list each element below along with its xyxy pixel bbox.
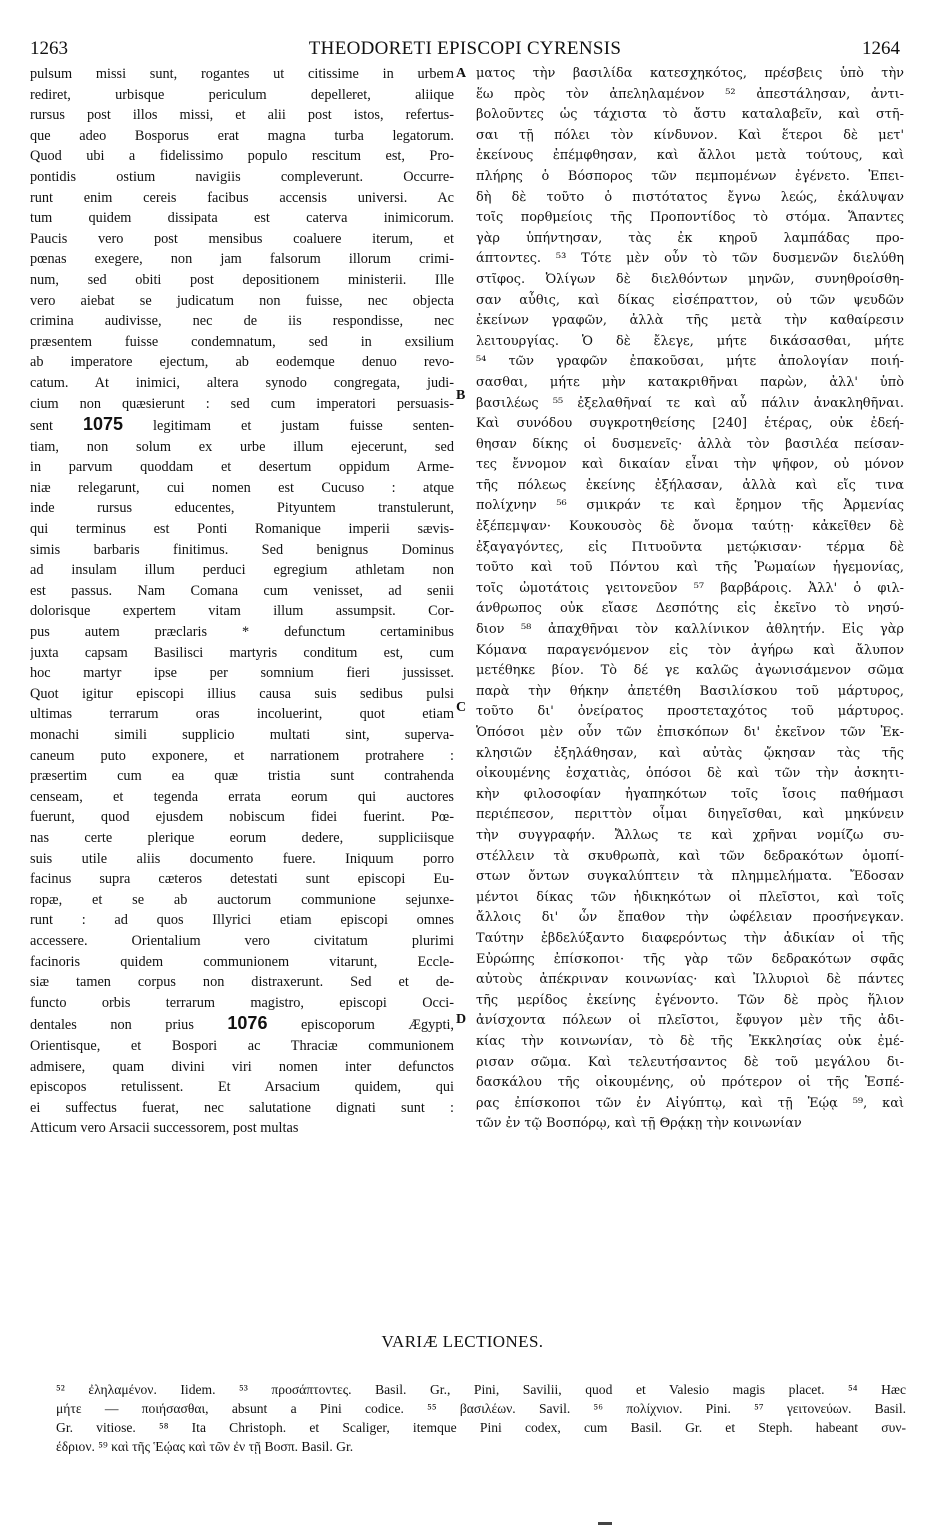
- text-line: σασθαι, μήτε μὴν κατακριθῆναι παρὼν, ἀλλ' ὑπὸ: [476, 374, 904, 390]
- text-line: στων ὄντων συγκαλύπτειν τὰ πλημμελήματα. Ἔδοσαν: [476, 869, 904, 885]
- text-line: suis utile aliis documento fuere. Iniquum porro: [30, 850, 454, 867]
- text-line: διον ⁵⁸ ἀπαχθῆναι τὸν καλλίνικον ἀθλητήν. Εἰς γὰρ: [476, 622, 904, 638]
- text-line: Orientisque, et Bospori ac Thraciæ communionem: [30, 1037, 454, 1054]
- variae-lectiones-heading: VARIÆ LECTIONES.: [381, 1332, 544, 1351]
- text-line: τὴν συγγραφήν. Ἄλλως τε καὶ χρῆναι νομίζω συ-: [476, 827, 904, 843]
- text-line: στέλλειν τὰ σκυθρωπὰ, καὶ τῶν δεδρακότων ὁμοπί-: [476, 848, 904, 864]
- greek-column: [476, 64, 904, 1304]
- text-line: juxta capsam Basilisci martyris conditum est, cum: [30, 644, 454, 661]
- text-line: πολίχνην ⁵⁶ σμικράν τε καὶ ἔρημον τῆς Ἀρμενίας: [476, 498, 904, 514]
- text-line: dolorisque expertem vitam illum assumpsit. Cor-: [30, 603, 454, 620]
- text-line: Εὐρώπης ἐπίσκοποι· τῆς γὰρ τῶν δεδρακότων σφᾶς: [476, 951, 904, 967]
- text-line: episcopos retulissent. Et Arsacium quidem, qui: [30, 1079, 454, 1096]
- text-line: inde rursus educentes, Pityuntem transtulerunt,: [30, 500, 454, 517]
- text-line: τες ἔννομον καὶ δικαίαν εἶναι τὴν ψῆφον, οὐ μόνον: [476, 457, 904, 473]
- print-speck: [598, 1522, 612, 1525]
- page-header: [30, 36, 900, 62]
- text-line: pus autem præclaris * defunctum certaminibus: [30, 624, 454, 641]
- text-line: τῆς μερίδος ἐκείνης ἐγένοντο. Τῶν δὲ πρὸς ἥλιον: [476, 992, 904, 1008]
- text-line: siæ tamen corpus non distraxerunt. Sed et de-: [30, 974, 454, 991]
- text-line: Ταύτην ἐβδελύξαντο διαφερόντως τὴν ἀδικίαν οἱ τῆς: [476, 930, 904, 946]
- text-line: πλήρης ὁ Βόσπορος τῶν πεμπομένων ἐγένετο. Ἐπει-: [476, 168, 904, 184]
- text-line: τοῖς πορθμείοις τῆς Προποντίδος τὸ στόμα. Ἅπαντες: [476, 210, 904, 226]
- text-line: caneum puto exponere, et narrationem protrahere :: [30, 747, 454, 764]
- text-line: ab imperatore ejectum, ab eodemque denuo revo-: [30, 354, 454, 371]
- text-line: catum. At inimici, altera synodo congregata, judi-: [30, 374, 454, 391]
- text-line: οἰκουμένης ἐσχατιὰς, ὁπόσοι δὲ καὶ τῶν τὴν ἀσκητι-: [476, 766, 904, 782]
- text-line: ἐξέπεμψαν· Κουκουσὸς δὲ ὄνομα ταύτῃ· κἀκεῖθεν δὲ: [476, 519, 904, 535]
- text-line: κλησιῶν ἐξηλάθησαν, καὶ αὐτὰς ᾤκησαν τὰς τῆς: [476, 745, 904, 761]
- text-line: Quod ubi a fidelissimo populo rescitum est, Pro-: [30, 148, 454, 165]
- text-line: præsentem fuisse condemnatum, sed in exsilium: [30, 333, 454, 350]
- text-line: βασιλέως ⁵⁵ ἐξελαθῆναί τε καὶ αὖ πάλιν ἀνακληθῆναι.: [476, 395, 904, 411]
- text-line: in parvum quoddam et desertum oppidum Arme-: [30, 459, 454, 476]
- text-line: accessere. Orientalium vero civitatum plurimi: [30, 932, 454, 949]
- text-line: κίας τὴν κοινωνίαν, τὸ δὲ τῆς Ἐκκλησίας οὐκ ἐμέ-: [476, 1033, 904, 1049]
- text-line: παρὰ τὴν θήκην ἀπετέθη Βασιλίσκου τοῦ μάρτυρος,: [476, 683, 904, 699]
- text-line: δασκάλου τῆς οἰκουμένης, οὐ πρότερον οἱ τῆς Ἑσπέ-: [476, 1075, 904, 1091]
- text-line: censeam, et tegenda errata eorum qui auctores: [30, 788, 454, 805]
- text-line: ultimas terrarum oras incoluerint, quot etiam: [30, 706, 454, 723]
- text-line: τῆς πόλεως ἐκείνης ἐξήλασαν, ἀλλὰ καὶ εἴς τινα: [476, 477, 904, 493]
- text-line: ἄλλοις δι' ὧν ἔπαθον τὴν ὠφέλειαν προσήνεγκαν.: [476, 910, 904, 926]
- text-line: crimina audivisse, nec de iis respondisse, nec: [30, 313, 454, 330]
- footnotes: [56, 1380, 906, 1456]
- text-line: θησαν δίκης οἱ δυσμενεῖς· ἀλλὰ τὸν βασιλέα πείσαν-: [476, 436, 904, 452]
- text-line: admisere, quam divini viri nomen inter defunctos: [30, 1058, 454, 1075]
- text-line: αὐτοὺς ἀπέκριναν κοινωνίας· καὶ Ἰλλυριοὶ δὲ πάντες: [476, 972, 904, 988]
- text-line: qui terminus est Ponti Romanique imperii sævis-: [30, 521, 454, 538]
- text-line: Gr. vitiose. ⁵⁸ Ita Christoph. et Scaliger, itemque Pini codex, cum Basil. Gr. et Steph. habeant συν-: [56, 1420, 906, 1435]
- text-line: άνθρωπος οὐκ εἴασε Δεσπότης εἰς ἐκεῖνο τὸ νησύ-: [476, 601, 904, 617]
- text-line: δὴ δὲ τοῦτο ὁ πιστότατος ἔγνω λεώς, ἐκάλυψαν: [476, 189, 904, 205]
- text-line: ἀνίσχοντα πόλεων οἱ πλεῖστοι, ἔφυγον μὲν τῆς ἀδι-: [476, 1013, 904, 1029]
- text-line: hoc martyr ipse per somnium fieri jussisset.: [30, 665, 454, 682]
- text-line: facinoris quidem communionem vitarunt, Eccle-: [30, 953, 454, 970]
- text-line: Paucis vero post mensibus coaluere iterum, et: [30, 230, 454, 247]
- text-line: σαι τῇ πόλει τὸν κίνδυνον. Καὶ ἕτεροι δὲ μετ': [476, 127, 904, 143]
- text-line: μετέθηκε βίον. Τὸ δέ γε καλῶς ἀγωνισάμενον σῶμα: [476, 663, 904, 679]
- text-line: rediret, urbisque periculum depelleret, aliique: [30, 86, 454, 103]
- text-line: ropæ, et se ab auctorum communione sejunxe-: [30, 891, 454, 908]
- column-number: 1075: [83, 414, 124, 435]
- text-line: cium non quæsierunt : sed cum imperatori persuasis-: [30, 395, 454, 412]
- text-line: άπτοντες. ⁵³ Τότε μὲν οὖν τὸ τῶν δυσμενῶν διελύθη: [476, 251, 904, 267]
- text-line: έδριον. ⁵⁹ καὶ τῆς Ἑῴας καὶ τῶν ἐν τῇ Βοσπ. Basil. Gr.: [56, 1439, 354, 1454]
- text-line: κὴν φιλοσοφίαν ἠγαπηκότων τοῖς ἴσοις παθήμασι: [476, 786, 904, 802]
- text-line: monachi simili supplicio multati sint, superva-: [30, 727, 454, 743]
- column-number: 1076: [227, 1013, 268, 1034]
- text-line: tiam, non solum ex urbe illum ejecerunt, sed: [30, 438, 454, 455]
- text-line: rursus post illos missi, et alii post istos, refertus-: [30, 107, 454, 124]
- text-line: ei suffectus fuerat, nec salutatione dignati sunt :: [30, 1099, 454, 1116]
- text-line: dentales non prius 1076 episcoporum Ægypti,: [30, 1013, 454, 1034]
- text-line: ματος τὴν βασιλίδα κατεσχηκότος, πρέσβεις ὑπὸ τὴν: [476, 66, 904, 81]
- text-line: τῶν ἐν τῷ Βοσπόρῳ, καὶ τῇ Θρᾴκῃ τὴν κοινωνίαν: [476, 1116, 802, 1132]
- text-line: est passus. Nam Comana cum venisset, ad senii: [30, 582, 454, 599]
- text-line: τοῖς ὠμοτάτοις γειτονεῦον ⁵⁷ βαρβάροις. Ἀλλ' ὁ φιλ-: [476, 580, 904, 596]
- text-line: μέντοι δίκας τῶν ἠδικηκότων οἱ πλεῖστοι, καὶ τοῖς: [476, 889, 904, 905]
- text-line: ρισαν σῶμα. Καὶ τελευτήσαντος δὲ τοῦ μεγάλου δι-: [476, 1054, 904, 1070]
- text-line: περιέπεσον, περιττὸν οἶμαι διηγεῖσθαι, καὶ μηκύνειν: [476, 807, 904, 823]
- section-marker-c: C: [456, 700, 467, 715]
- text-line: ἐξαγαγόντες, εἰς Πιτυοῦντα μετῴκισαν· τέρμα δὲ: [476, 539, 904, 555]
- text-line: μήτε — ποιήσασθαι, absunt a Pini codice. ⁵⁵ βασιλέων. Savil. ⁵⁶ πολίχνιον. Pini. ⁵⁷ γειτονεύων. Basil.: [56, 1401, 906, 1416]
- running-title: THEODORETI EPISCOPI CYRENSIS: [308, 38, 622, 59]
- text-line: fuerunt, quod ejusdem nobiscum fidei fuerint. Pœ-: [30, 809, 454, 826]
- text-line: ⁵⁴ τῶν γραφῶν ἐπακοῦσαι, μήτε ἀπολογίαν ποιή-: [476, 354, 904, 370]
- text-line: λειτουργίας. Ὁ δὲ ἔλεγε, μήτε δικάσασθαι, μήτε: [476, 333, 904, 349]
- text-line: tum quidem dissipata est caterva inimicorum.: [30, 210, 454, 227]
- text-line: præsertim cum ea quæ tristia sunt contrahenda: [30, 768, 454, 785]
- text-line: τοῦτο δι' ὀνείρατος προστεταχότος τοῦ μάρτυρος.: [476, 704, 904, 720]
- text-line: pulsum missi sunt, rogantes ut citissime in urbem: [30, 66, 454, 82]
- text-line: runt : ad quos Illyrici etiam episcopi omnes: [30, 912, 454, 929]
- section-marker-d: D: [456, 1012, 467, 1027]
- text-line: ad insulam illum perduci egregium athletam non: [30, 562, 454, 579]
- text-line: γὰρ ὑπήντησαν, τὰς ἐκ κηροῦ λαμπάδας προ-: [476, 230, 904, 246]
- text-line: Καὶ συνόδου συγκροτηθείσης [240] ἑτέρας, οὐκ ἐδεή-: [476, 416, 904, 432]
- section-marker-b: B: [456, 388, 466, 403]
- text-line: ἕω πρὸς τὸν ἀπεληλαμένον ⁵² ἀπεστάλησαν, ἀντι-: [476, 86, 904, 102]
- text-line: στῖφος. Ὀλίγων δὲ διελθόντων μηνῶν, συνηθροίσθη-: [476, 271, 904, 287]
- text-line: Κόμανα παραγενόμενον εἰς τὸν ἀγήρω καὶ ἄλυπον: [476, 642, 904, 658]
- text-line: βολοῦντες ὡς τάχιστα τὸ ἄστυ καταλαβεῖν, καὶ στῆ-: [476, 107, 904, 123]
- text-line: ἐκείνων γραφῶν, ἀλλὰ τῆς μετὰ τὴν καθαίρεσιν: [476, 313, 904, 329]
- page-number-left: 1263: [30, 38, 68, 59]
- text-line: pœnas exegere, non jam falsorum illorum crimi-: [30, 251, 454, 268]
- text-line: τοῦτο καὶ τοῦ Πόντου καὶ τῆς Ῥωμαίων ἡγεμονίας,: [476, 560, 904, 576]
- text-line: ἐκείνους ἐπέμφθησαν, καὶ ἄλλοι μετὰ τούτους, καὶ: [476, 148, 904, 164]
- text-line: que adeo Bosporus erat magna turba legatorum.: [30, 127, 454, 144]
- text-line: functo orbis terrarum magistro, episcopi Occi-: [30, 994, 454, 1011]
- text-line: facinus supra cæteros detestati sunt episcopi Eu-: [30, 871, 454, 888]
- text-line: σαν αὖθις, καὶ δίκας εἰσέπραττον, οὐ τῶν ψευδῶν: [476, 292, 904, 308]
- text-line: Atticum vero Arsacii successorem, post multas: [30, 1120, 299, 1137]
- text-line: Ὁπόσοι μὲν οὖν τῶν ἐπισκόπων δι' ἐκεῖνον τῶν Ἐκ-: [476, 725, 904, 740]
- latin-column: [30, 64, 454, 1304]
- text-line: vero aiebat se judicatum non fuisse, nec objecta: [30, 292, 454, 309]
- text-line: num, sed obiti post depositionem ministerii. Ille: [30, 271, 454, 288]
- text-line: niæ relegarunt, cui nomen est Cucuso : atque: [30, 479, 454, 496]
- text-line: ⁵² ἐληλαμένον. Iidem. ⁵³ προσάπτοντες. Basil. Gr., Pini, Savilii, quod et Valesio magis placet. ⁵⁴ Hæc: [56, 1382, 906, 1397]
- text-line: simis barbaris finitimus. Sed benignus Dominus: [30, 541, 454, 558]
- text-line: pontidis ostium navigiis compleverunt. Occurre-: [30, 168, 454, 185]
- text-line: nas certe plerique eorum dedere, suppliciisque: [30, 829, 454, 846]
- text-line: ρας ἐπίσκοποι τῶν ἐν Αἰγύπτῳ, καὶ τῇ Ἑῴᾳ ⁵⁹, καὶ: [476, 1095, 904, 1111]
- page-number-right: 1264: [862, 38, 900, 59]
- section-marker-a: A: [456, 66, 467, 81]
- text-line: Quot igitur episcopi illius causa suis sedibus pulsi: [30, 685, 454, 702]
- text-line: sent 1075 legitimam et justam fuisse senten-: [30, 414, 454, 435]
- text-line: runt enim cereis facibus accensis universi. Ac: [30, 189, 454, 206]
